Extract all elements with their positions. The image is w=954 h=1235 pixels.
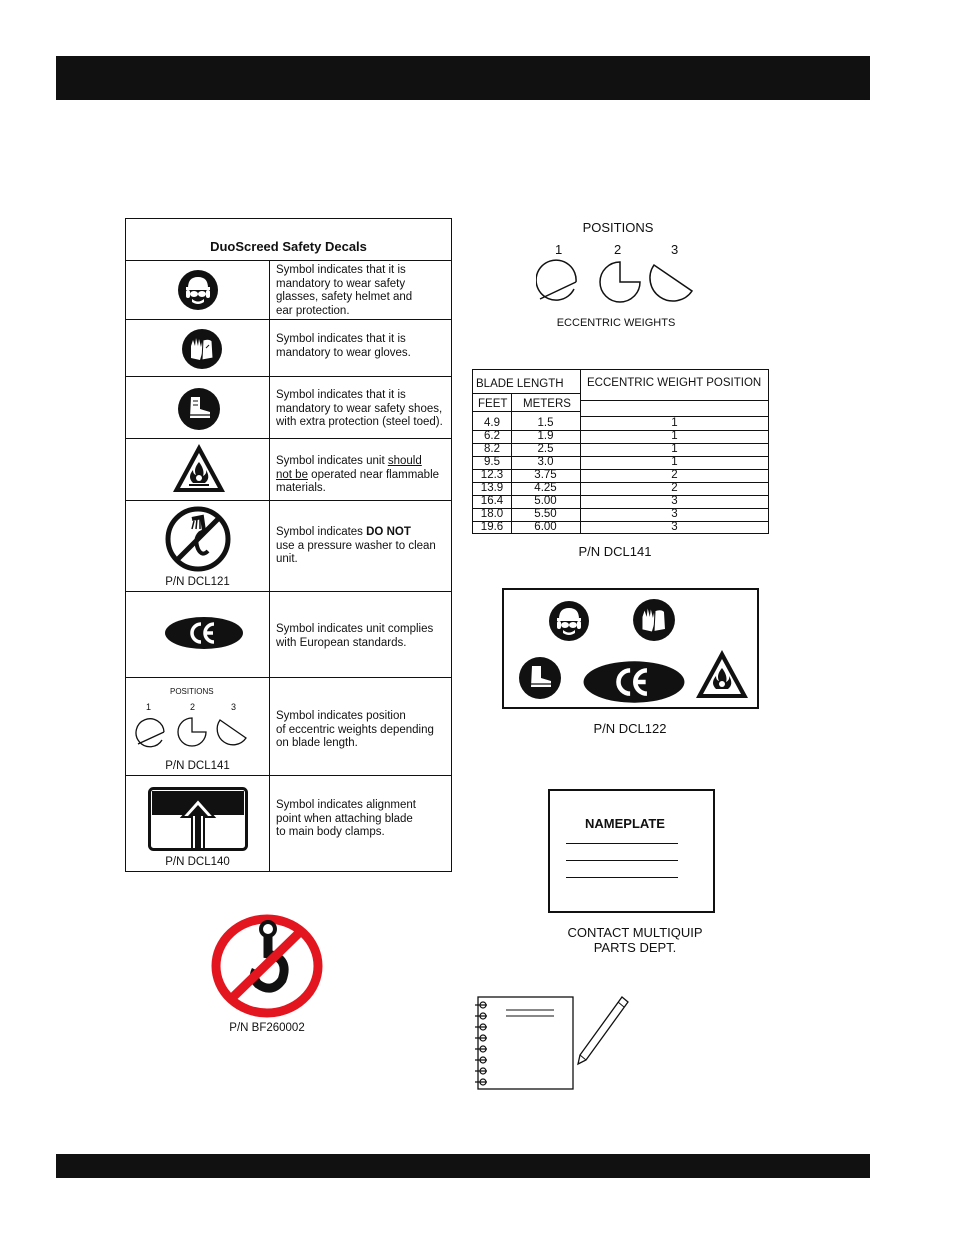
decal-row-ce: [126, 591, 451, 678]
cell-meters: 3.0: [537, 456, 554, 468]
cell-meters: 5.00: [534, 495, 557, 507]
gloves-icon: [181, 328, 223, 370]
decal-text: Symbol indicates unit complies: [276, 623, 434, 635]
notebook-pencil-icon: [470, 992, 635, 1092]
decal-text: with extra protection (steel toed).: [276, 416, 443, 428]
row-divider: [473, 495, 769, 496]
cell-meters: 3.75: [534, 469, 557, 481]
decal-text: Symbol indicates that it is: [276, 264, 406, 276]
decal-text: Symbol indicates alignment: [276, 799, 416, 811]
cell-position: 3: [671, 508, 678, 520]
cell-meters: 2.5: [537, 443, 554, 455]
part-number: P/N DCL141: [165, 760, 230, 772]
row-divider: [473, 521, 769, 522]
decal-text: Symbol indicates that it is: [276, 333, 406, 345]
decal-row-safety-shoes: [126, 376, 451, 439]
decal-text: Symbol indicates: [276, 526, 367, 538]
positions-label: POSITIONS: [170, 687, 214, 696]
decal-text: mandatory to wear safety: [276, 277, 406, 290]
decal-text: mandatory to wear gloves.: [276, 346, 411, 359]
cell-position: 2: [671, 469, 678, 481]
decal-row-no-pressure-washer: [126, 500, 451, 592]
decal-text-underlined: not be: [276, 468, 308, 481]
decal-text: materials.: [276, 482, 326, 494]
cell-feet: 19.6: [480, 521, 504, 533]
helmet-goggles-icon: [177, 269, 219, 311]
row-divider: [473, 443, 769, 444]
cell-position: 1: [671, 417, 678, 429]
cell-position: 2: [671, 482, 678, 494]
position-label: 2: [614, 242, 622, 257]
blade-length-table: [472, 369, 769, 534]
position-label: 2: [190, 702, 196, 712]
cell-meters: 1.5: [537, 417, 554, 429]
safety-decal-table: [125, 218, 452, 872]
decal-row-head-protection: [126, 260, 451, 319]
cell-meters: 5.50: [534, 508, 557, 520]
part-number: P/N DCL140: [165, 856, 230, 868]
blade-table-part-number: P/N DCL141: [578, 544, 652, 559]
position-label: 1: [555, 242, 563, 257]
eccentric-weights-small-icon: [134, 714, 250, 750]
flammable-warning-icon: [171, 442, 227, 494]
row-divider: [473, 469, 769, 470]
cell-feet: 6.2: [484, 430, 500, 442]
eccentric-weights-caption: ECCENTRIC WEIGHTS: [556, 317, 676, 329]
alignment-arrow-icon: [148, 787, 248, 851]
ce-mark-icon: [580, 660, 688, 704]
row-divider: [580, 416, 769, 417]
safety-boot-icon: [518, 656, 562, 700]
row-divider: [473, 456, 769, 457]
cell-meters: 4.25: [534, 482, 557, 494]
header-eccentric-position: ECCENTRIC WEIGHT POSITION: [587, 377, 762, 389]
cell-feet: 4.9: [484, 417, 500, 429]
helmet-goggles-icon: [548, 600, 590, 642]
decal-row-alignment: [126, 775, 451, 872]
decal-text: to main body clamps.: [276, 826, 385, 838]
decal-text: Symbol indicates unit: [276, 455, 388, 467]
decal-table-title: DuoScreed Safety Decals: [210, 239, 367, 254]
cell-meters: 6.00: [534, 521, 557, 533]
cell-feet: 12.3: [480, 469, 504, 481]
safety-boot-icon: [177, 387, 221, 431]
decal-row-eccentric-positions: [126, 677, 451, 776]
cell-feet: 18.0: [480, 508, 504, 520]
nameplate-box: [548, 789, 715, 913]
ce-mark-icon: [164, 616, 244, 650]
no-hook-lifting-icon: [210, 914, 324, 1018]
decal-text: use a pressure washer to clean: [276, 539, 436, 552]
decal-text: operated near flammable: [307, 468, 440, 481]
decal-text: with European standards.: [276, 636, 407, 649]
cell-position: 3: [671, 495, 678, 507]
no-pressure-washer-icon: [164, 505, 232, 573]
decal-text: Symbol indicates position: [276, 710, 406, 722]
combined-decal-part-number: P/N DCL122: [593, 721, 667, 736]
cell-meters: 1.9: [537, 430, 554, 442]
col-meters: METERS: [523, 398, 571, 410]
decal-text: unit.: [276, 553, 298, 565]
decal-text: mandatory to wear safety shoes,: [276, 402, 443, 415]
row-divider: [473, 508, 769, 509]
cell-feet: 13.9: [480, 482, 504, 494]
hook-part-number: P/N BF260002: [229, 1022, 305, 1034]
cell-position: 1: [671, 456, 678, 468]
nameplate-caption-line2: PARTS DEPT.: [593, 940, 677, 955]
header-blade-length: BLADE LENGTH: [476, 378, 564, 390]
decal-text-bold: DO NOT: [366, 526, 411, 538]
gloves-icon: [632, 598, 676, 642]
row-divider: [473, 430, 769, 431]
decal-row-gloves: [126, 319, 451, 377]
cell-feet: 8.2: [484, 443, 500, 455]
decal-text: glasses, safety helmet and: [276, 291, 413, 303]
cell-position: 1: [671, 430, 678, 442]
cell-feet: 9.5: [484, 456, 500, 468]
decal-text: point when attaching blade: [276, 812, 413, 825]
position-label: 3: [231, 702, 237, 712]
position-label: 1: [146, 702, 152, 712]
flammable-warning-icon: [694, 648, 750, 700]
cell-position: 1: [671, 443, 678, 455]
decal-text-underlined: should: [387, 455, 422, 467]
decal-text: on blade length.: [276, 737, 358, 749]
positions-title: POSITIONS: [582, 220, 654, 235]
combined-decal-panel: [502, 588, 759, 709]
nameplate-title: NAMEPLATE: [585, 816, 665, 831]
row-divider: [473, 482, 769, 483]
footer-bar: [56, 1154, 870, 1178]
decal-text: ear protection.: [276, 304, 350, 317]
decal-text: Symbol indicates that it is: [276, 389, 406, 401]
decal-row-flammable: [126, 438, 451, 501]
cell-feet: 16.4: [480, 495, 504, 507]
position-label: 3: [671, 242, 679, 257]
eccentric-weights-icon: [536, 259, 696, 305]
part-number: P/N DCL121: [165, 576, 230, 588]
decal-text: of eccentric weights depending: [276, 723, 434, 736]
nameplate-caption-line1: CONTACT MULTIQUIP: [567, 925, 703, 940]
col-feet: FEET: [478, 398, 508, 410]
header-bar: [56, 56, 870, 100]
cell-position: 3: [671, 521, 678, 533]
